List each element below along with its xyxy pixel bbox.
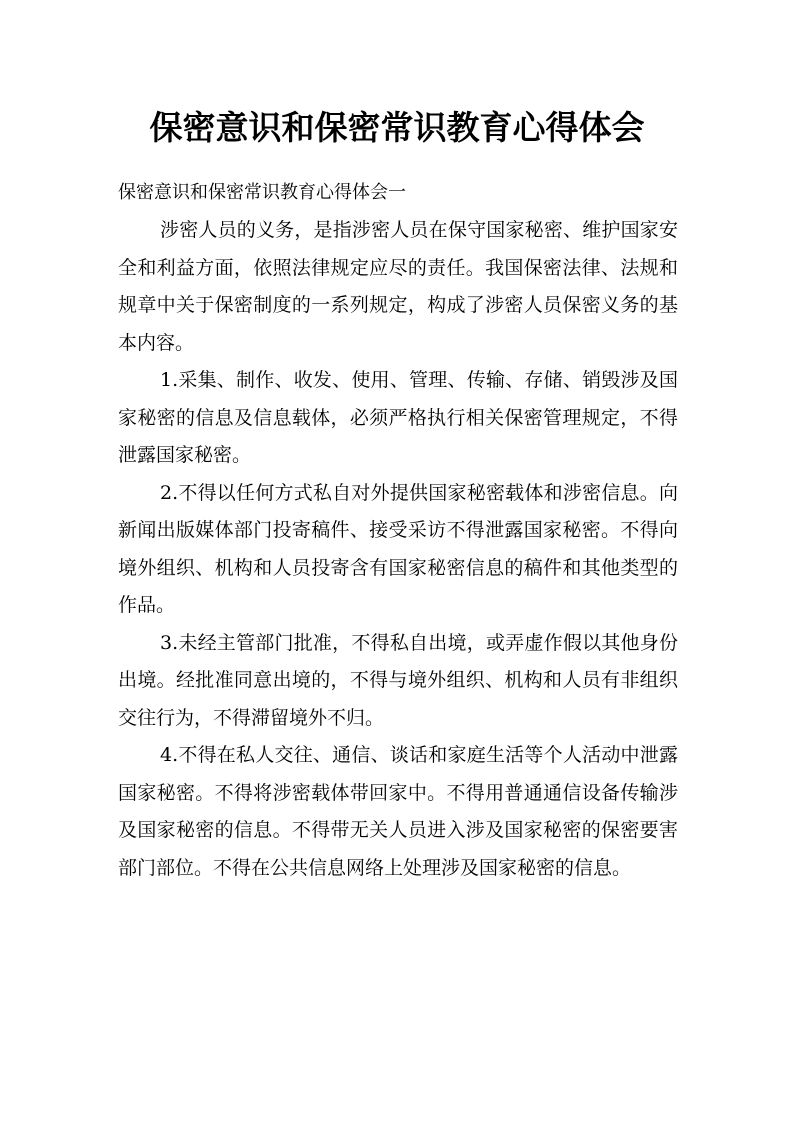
document-subtitle: 保密意识和保密常识教育心得体会一: [118, 182, 406, 203]
paragraph-item-4: 4.不得在私人交往、通信、谈话和家庭生活等个人活动中泄露国家秘密。不得将涉密载体带回家中。不得用普通通信设备传输涉及国家秘密的信息。不得带无关人员进入涉及国家秘密的保密要害部门部位。不得在公共信息网络上处理涉及国家秘密的信息。: [118, 744, 678, 879]
paragraph-item-3: 3.未经主管部门批准，不得私自出境，或弄虚作假以其他身份出境。经批准同意出境的，不得与境外组织、机构和人员有非组织交往行为，不得滞留境外不归。: [118, 631, 678, 729]
document-body: [118, 212, 678, 887]
paragraph-item-1: 1.采集、制作、收发、使用、管理、传输、存储、销毁涉及国家秘密的信息及信息载体，必须严格执行相关保密管理规定，不得泄露国家秘密。: [118, 369, 678, 466]
document-title: 保密意识和保密常识教育心得体会: [149, 108, 645, 147]
paragraph-item-2: 2.不得以任何方式私自对外提供国家秘密载体和涉密信息。向新闻出版媒体部门投寄稿件、接受采访不得泄露国家秘密。不得向境外组织、机构和人员投寄含有国家秘密信息的稿件和其他类型的作品。: [118, 481, 678, 616]
paragraph-intro: 涉密人员的义务，是指涉密人员在保守国家秘密、维护国家安全和利益方面，依照法律规定应尽的责任。我国保密法律、法规和规章中关于保密制度的一系列规定，构成了涉密人员保密义务的基本内容。: [118, 219, 678, 354]
